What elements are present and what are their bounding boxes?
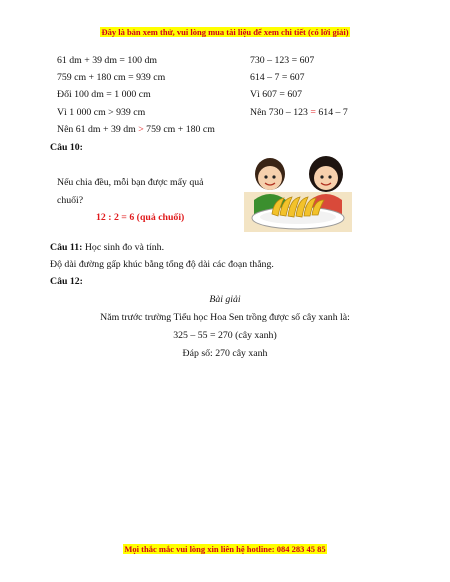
left-line-2: 759 cm + 180 cm = 939 cm	[57, 72, 166, 83]
right-line-4-lhs: Nên 730 – 123	[250, 107, 308, 118]
girl-figure	[309, 156, 343, 214]
q10-answer: 12 : 2 = 6 (quả chuối)	[96, 212, 185, 223]
q11-line	[50, 242, 164, 254]
q12-solution-line-2: 325 – 55 = 270 (cây xanh)	[173, 330, 277, 341]
right-line-4-rhs: 614 – 7	[318, 107, 348, 118]
q11-label: Câu 11:	[50, 242, 83, 253]
q10-question-line-1: Nếu chia đều, mỗi bạn được mấy quả	[57, 177, 204, 188]
right-line-4	[250, 107, 348, 119]
q12-label: Câu 12:	[50, 276, 83, 287]
footer-banner-text: Mọi thắc mắc vui lòng xin liên hệ hotline: 084 283 45 85	[124, 544, 326, 554]
header-banner-text: Đây là bản xem thử, vui lòng mua tài liệu để xem chi tiết (có lời giải)	[101, 27, 349, 37]
q11-note: Độ dài đường gấp khúc bằng tổng độ dài các đoạn thẳng.	[50, 259, 274, 270]
left-line-4: Vì 1 000 cm > 939 cm	[57, 107, 146, 118]
footer-banner	[0, 544, 450, 554]
right-line-1: 730 – 123 = 607	[250, 55, 315, 66]
comparison-sign: >	[138, 124, 144, 135]
q12-heading: Bài giải	[209, 294, 241, 305]
q12-answer-line: Đáp số: 270 cây xanh	[182, 348, 268, 359]
q10-label: Câu 10:	[50, 142, 83, 153]
q11-text: Học sinh đo và tính.	[84, 242, 165, 253]
left-line-3: Đổi 100 dm = 1 000 cm	[57, 89, 151, 100]
q10-question-line-2: chuối?	[57, 195, 84, 206]
right-line-2: 614 – 7 = 607	[250, 72, 305, 83]
left-line-5-lhs: Nên 61 dm + 39 dm	[57, 124, 136, 135]
left-line-1: 61 dm + 39 dm = 100 dm	[57, 55, 158, 66]
left-line-5-rhs: 759 cm + 180 cm	[146, 124, 215, 135]
right-line-3: Vì 607 = 607	[250, 89, 303, 100]
equal-sign: =	[310, 107, 316, 118]
children-bananas-illustration	[240, 152, 356, 234]
left-line-5	[57, 124, 215, 136]
q12-solution-line-1: Năm trước trường Tiểu học Hoa Sen trồng được số cây xanh là:	[100, 312, 350, 323]
header-banner	[0, 27, 450, 37]
